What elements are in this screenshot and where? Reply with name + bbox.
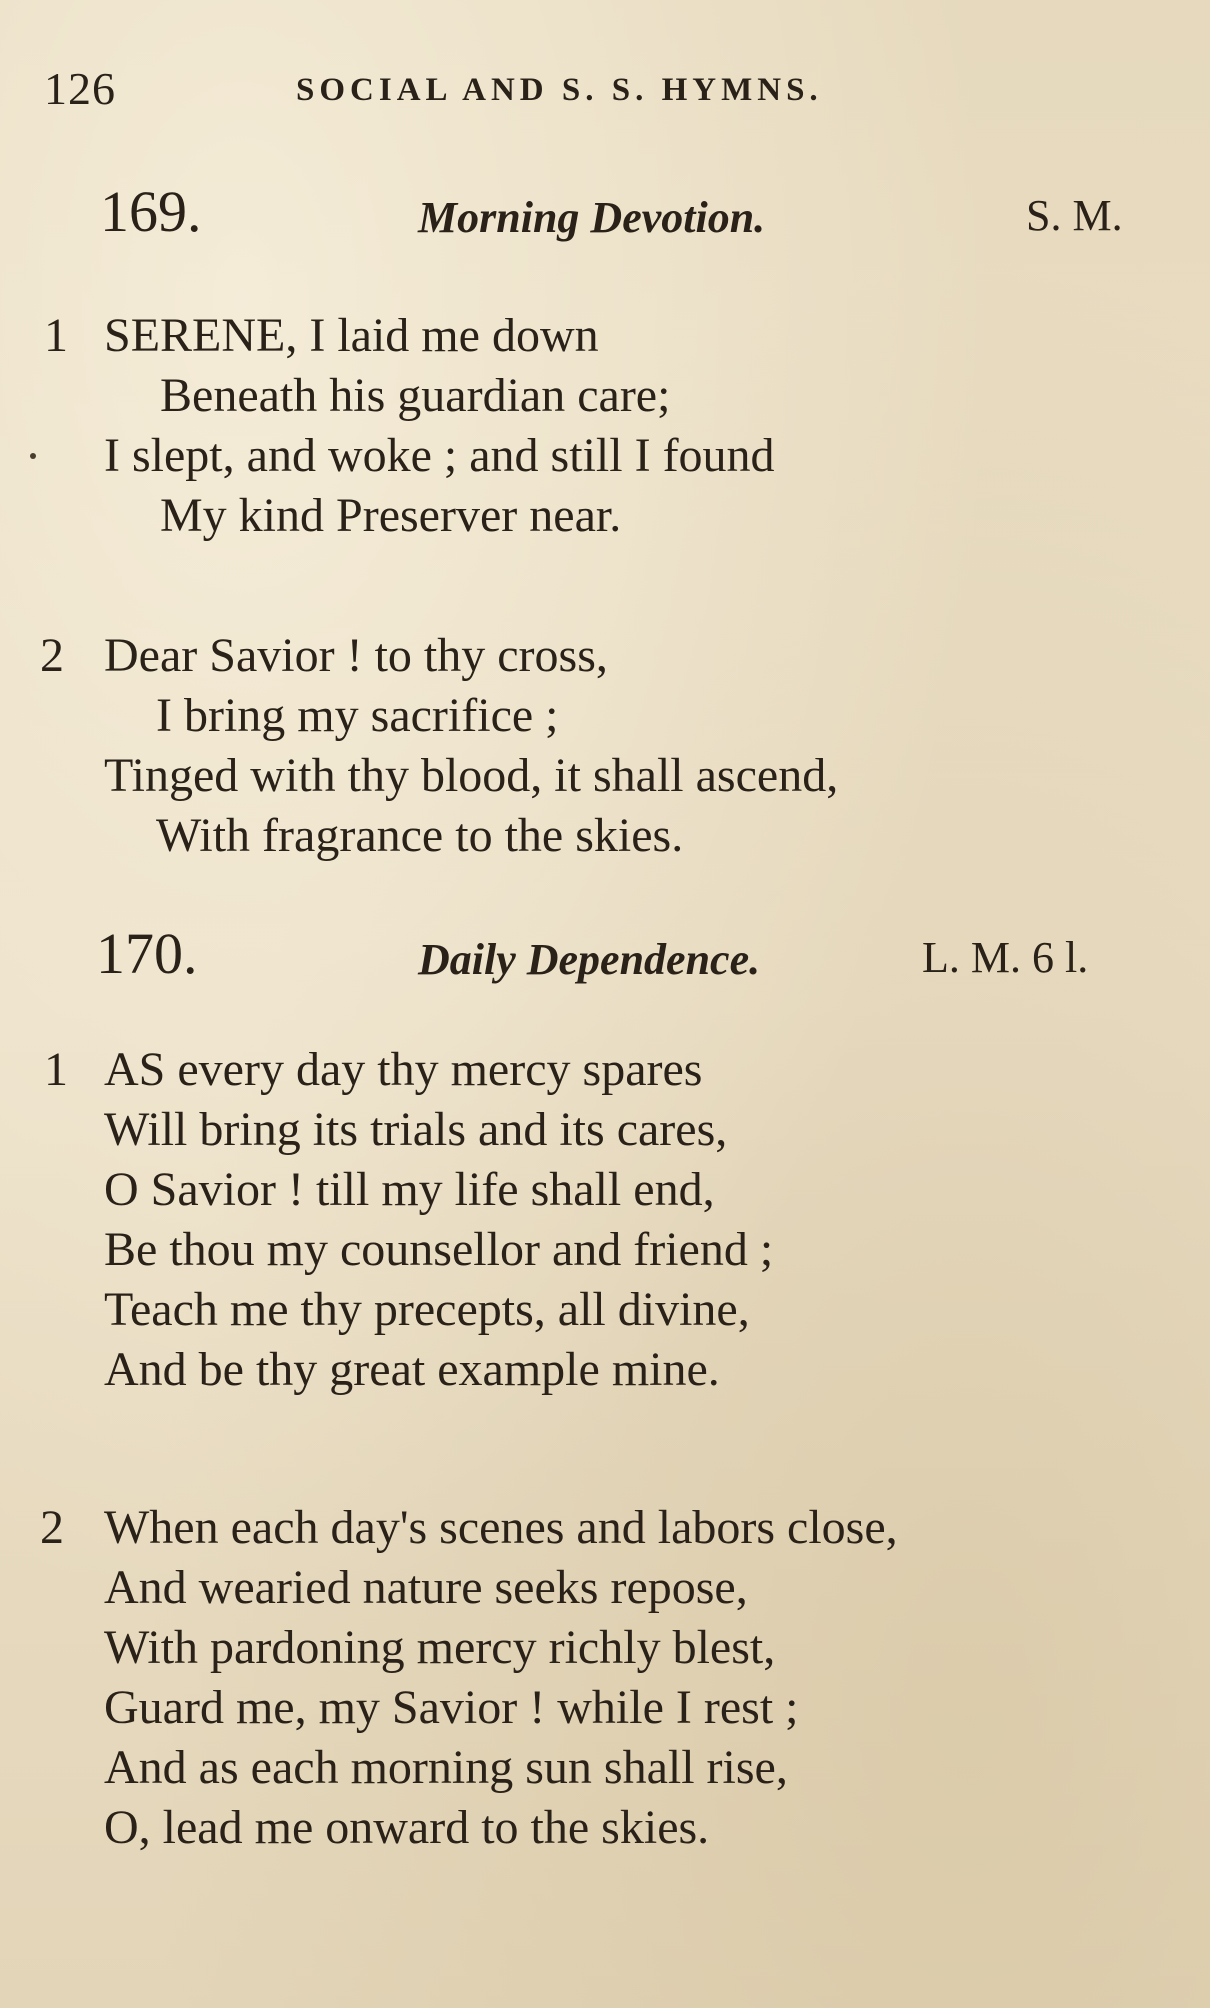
verse-number: 2 — [40, 629, 64, 682]
verse-line: O, lead me onward to the skies. — [104, 1801, 710, 1854]
verse-line: Beneath his guardian care; — [160, 369, 671, 422]
verse-line: When each day's scenes and labors close, — [104, 1501, 898, 1554]
verse-line: And wearied nature seeks repose, — [104, 1561, 748, 1614]
margin-mark — [30, 453, 36, 459]
hymn-heading-169 — [0, 178, 1210, 258]
verse-line: O Savior ! till my life shall end, — [104, 1163, 715, 1216]
verse-number: 1 — [44, 1043, 68, 1096]
verse-line: My kind Preserver near. — [160, 489, 622, 542]
verse-line: With pardoning mercy richly blest, — [104, 1621, 776, 1674]
hymn-meter: L. M. 6 l. — [922, 933, 1089, 982]
hymn-title: Morning Devotion. — [418, 193, 766, 242]
verse-number: 1 — [44, 309, 68, 362]
hymn-meter: S. M. — [1026, 191, 1123, 240]
hymn-number: 170. — [96, 921, 198, 986]
verse-line: Dear Savior ! to thy cross, — [104, 629, 608, 682]
verse-line: I bring my sacrifice ; — [156, 689, 559, 742]
verse-line: Be thou my counsellor and friend ; — [104, 1223, 774, 1276]
page-number: 126 — [44, 63, 116, 114]
hymn-title: Daily Dependence. — [418, 935, 761, 984]
hymn-number: 169. — [100, 179, 202, 244]
verse-line: And be thy great example mine. — [104, 1343, 720, 1396]
verse-line: SERENE, I laid me down — [104, 309, 599, 362]
verse-line: Teach me thy precepts, all divine, — [104, 1283, 750, 1336]
verse-line: With fragrance to the skies. — [156, 809, 684, 862]
running-head — [44, 62, 1164, 122]
verse-line: I slept, and woke ; and still I found — [104, 429, 775, 482]
verse-number: 2 — [40, 1501, 64, 1554]
hymn-heading-170 — [0, 920, 1210, 1000]
verse-line: Guard me, my Savior ! while I rest ; — [104, 1681, 799, 1734]
running-title: SOCIAL AND S. S. HYMNS. — [296, 72, 823, 108]
verse-line: Will bring its trials and its cares, — [104, 1103, 728, 1156]
verse-line: Tinged with thy blood, it shall ascend, — [104, 749, 839, 802]
verse-line: And as each morning sun shall rise, — [104, 1741, 788, 1794]
verse-line: AS every day thy mercy spares — [104, 1043, 703, 1096]
